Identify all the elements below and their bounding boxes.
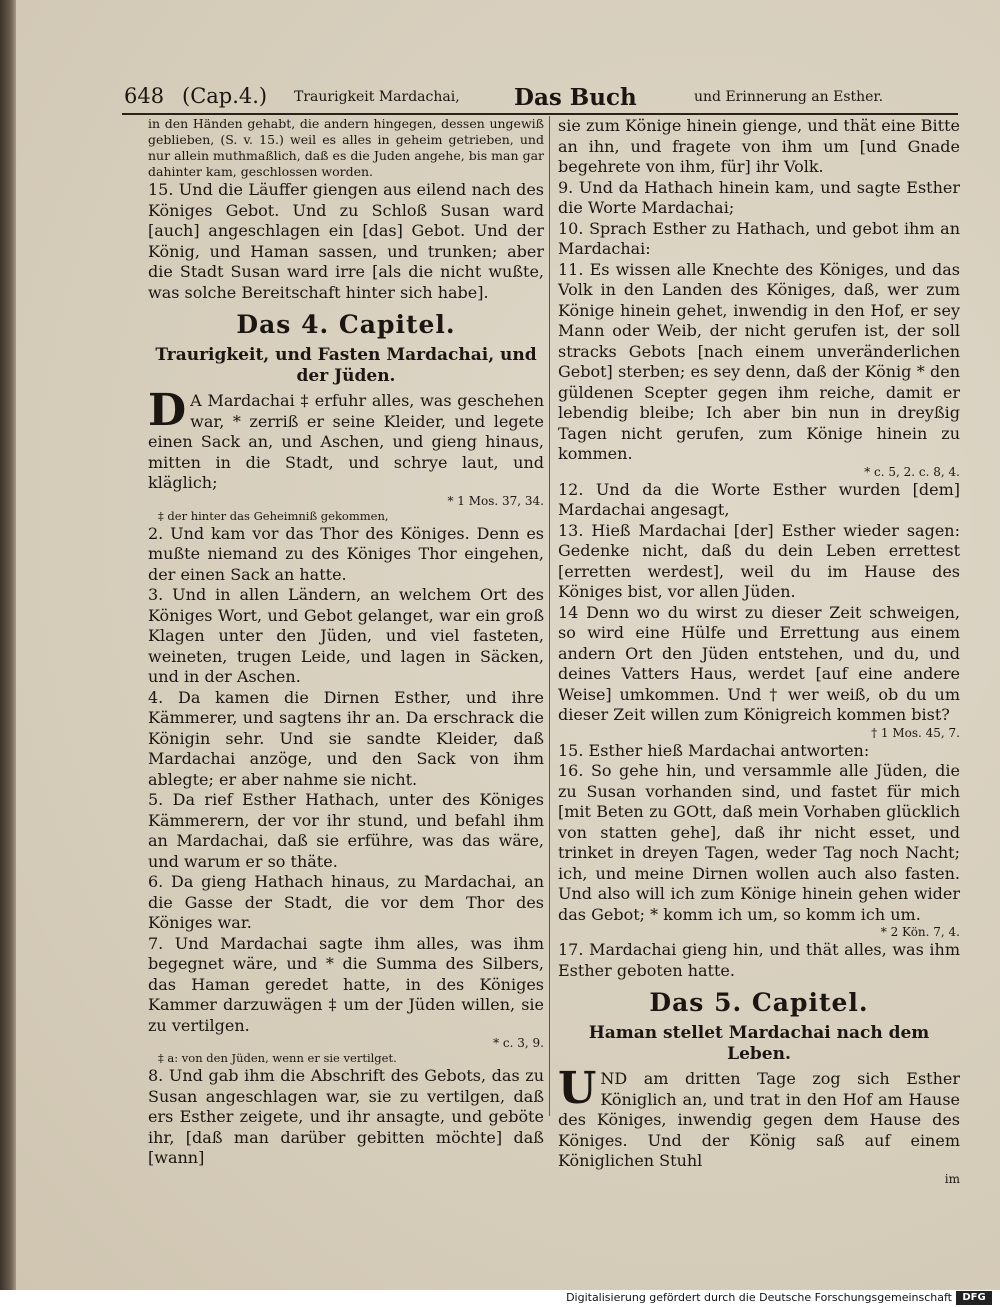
digitization-footer (0, 1290, 1000, 1307)
left-column (148, 116, 544, 1169)
verse-9: 9. Und da Hathach hinein kam, und sagte Esther die Worte Mardachai; (558, 177, 960, 217)
verse-7: 7. Und Mardachai sagte ihm alles, was ihm begegnet wäre, und * die Summa des Silbers, das Haman geredet hatte, in des Königes Kammer darzuwägen ‡ um der Jüden willen, sie zu vertilgen. (148, 933, 544, 1035)
cross-reference: † 1 Mos. 45, 7. (871, 725, 960, 740)
chapter-4-subtitle: Traurigkeit, und Fasten Mardachai, und der Jüden. (155, 345, 537, 386)
running-title-left: Traurigkeit Mardachai, (294, 89, 460, 105)
cross-reference: * 2 Kön. 7, 4. (880, 925, 960, 939)
verse-13: 13. Hieß Mardachai [der] Esther wieder sagen: Gedenke nicht, daß du dein Leben errettest [erretten werdest], weil du im Hause des Königes bist, vor allen Jüden. (558, 520, 960, 601)
verse-14: 14 Denn wo du wirst zu dieser Zeit schweigen, so wird eine Hülfe und Errettung aus einem andern Ort den Jüden entstehen, und du, und deines Vatters Haus, werdet [auf eine andere Weise] umkommen. Und † wer weiß, ob du um dieser Zeit willen zum Königreich kommen bist? (558, 602, 960, 724)
commentary-note: in den Händen gehabt, die andern hingegen, dessen ungewiß geblieben, (S. v. 15.) weil es alles in geheim getrieben, und nur allein muthmaßlich, daß es die Juden angehe, bis man gar dahinter kam, geschlossen worden. (148, 116, 544, 179)
verse-16: 16. So gehe hin, und versammle alle Jüden, die zu Susan vorhanden sind, und fastet für mich [mit Beten zu GOtt, daß mein Vorhaben glücklich von statten gehe], daß ihr nicht esset, und trinket in dreyen Tagen, weder Tag noch Nacht; ich, und meine Dirnen wollen auch also fasten. Und also will ich zum Könige hinein gehen wider das Gebot; * komm ich um, so komm ich um. (558, 761, 960, 924)
verse-3: 3. Und in allen Ländern, an welchem Ort des Königes Wort, und Gebot gelanget, war ein groß Klagen unter den Jüden, und viel fasteten, weineten, trugen Leide, und lagen in Säcken, und in der Aschen. (148, 585, 544, 686)
header-rule (122, 113, 958, 115)
verse-6: 6. Da gieng Hathach hinaus, zu Mardachai, an die Gasse der Stadt, die vor dem Thor des Königes war. (148, 872, 544, 932)
chapter-marker: (Cap.4.) (182, 84, 268, 108)
cross-reference: * 1 Mos. 37, 34. (447, 493, 544, 508)
verse-8-continued: sie zum Könige hinein gienge, und thät eine Bitte an ihn, und fragete von ihm um [und Gnade begehrete von ihm, für] ihr Volk. (558, 116, 960, 176)
verse-10: 10. Sprach Esther zu Hathach, und gebot ihm an Mardachai: (558, 218, 960, 258)
drop-cap: U (558, 1063, 597, 1114)
verse-1 (148, 385, 544, 494)
verse-2: 2. Und kam vor das Thor des Königes. Denn es mußte niemand zu des Königes Thor eingehen, der einen Sack an hatte. (148, 523, 544, 584)
chapter-4-heading: Das 4. Capitel. (236, 310, 456, 339)
verse-1-ch5-text: ND am dritten Tage zog sich Esther Königlich an, und trat in den Hof am Hause des Königes, inwendig gegen dem Hause des Königes. Und der König saß auf einem Königlichen Stuhl (558, 1069, 960, 1170)
book-spine-edge (0, 0, 16, 1290)
footnote: ‡ a: von den Jüden, wenn er sie vertilget. (158, 1051, 397, 1065)
running-header (104, 84, 984, 114)
running-title-right: und Erinnerung an Esther. (694, 89, 884, 105)
column-divider (549, 116, 550, 1116)
verse-4: 4. Da kamen die Dirnen Esther, und ihre Kämmerer, und sagtens ihr an. Da erschrack die Königin sehr. Und sie sandte Kleider, daß Mardachai anzöge, und den Sack von ihm ablegte; er aber nahme sie nicht. (148, 687, 544, 789)
book-title: Das Buch (514, 84, 637, 111)
footnote: ‡ der hinter das Geheimniß gekommen, (158, 508, 389, 523)
verse-17: 17. Mardachai gieng hin, und thät alles, was ihm Esther geboten hatte. (558, 940, 960, 980)
chapter-5-heading: Das 5. Capitel. (649, 988, 869, 1017)
verse-15: 15. Und die Läuffer giengen aus eilend nach des Königes Gebot. Und zu Schloß Susan ward [auch] angeschlagen ein [das] Gebot. Und der König, und Haman sassen, und trunken; aber die Stadt Susan ward irre [als die nicht wußte, was solche Bereitschaft hinter sich habe]. (148, 180, 544, 302)
verse-5: 5. Da rief Esther Hathach, unter des Königes Kämmerern, der vor ihr stund, und befahl ihm an Mardachai, daß sie erführe, was das wäre, und warum er so thäte. (148, 790, 544, 871)
right-column (558, 116, 960, 1187)
verse-1-text: A Mardachai ‡ erfuhr alles, was geschehen war, * zerriß er seine Kleider, und legete einen Sack an, und Aschen, und gieng hinaus, mitten in die Stadt, und schrye laut, und kläglich; (148, 391, 544, 492)
cross-reference: * c. 5, 2. c. 8, 4. (864, 464, 960, 479)
drop-cap: D (148, 385, 187, 436)
verse-1-ch5 (558, 1063, 960, 1172)
dfg-logo: DFG (956, 1291, 992, 1305)
verse-12: 12. Und da die Worte Esther wurden [dem] Mardachai angesagt, (558, 479, 960, 519)
chapter-5-subtitle: Haman stellet Mardachai nach dem Leben. (588, 1023, 930, 1064)
verse-11: 11. Es wissen alle Knechte des Königes, und das Volk in den Landen des Königes, daß, wer zum Könige hinein gehet, inwendig in den Hof, er sey Mann oder Weib, der nicht gerufen ist, der soll stracks Gebots [nach einem unveränderlichen Gebot] sterben; es sey denn, daß der König * den güldenen Scepter gegen ihm reiche, damit er lebendig bleibe; Ich aber bin nun in dreyßig Tagen nicht gerufen, zum Könige hinein zu kommen. (558, 259, 960, 463)
funding-credit: Digitalisierung gefördert durch die Deutsche Forschungsgemeinschaft (566, 1291, 952, 1304)
cross-reference: * c. 3, 9. (493, 1036, 544, 1050)
page-number: 648 (124, 84, 165, 108)
verse-8: 8. Und gab ihm die Abschrift des Gebots, das zu Susan angeschlagen war, sie zu vertilgen, daß ers Esther zeigete, und ihr ansagte, und geböte ihr, [daß man darüber gebitten möchte] daß [wann] (148, 1066, 544, 1167)
verse-15-right: 15. Esther hieß Mardachai antworten: (558, 740, 870, 760)
catchword: im (944, 1171, 960, 1186)
